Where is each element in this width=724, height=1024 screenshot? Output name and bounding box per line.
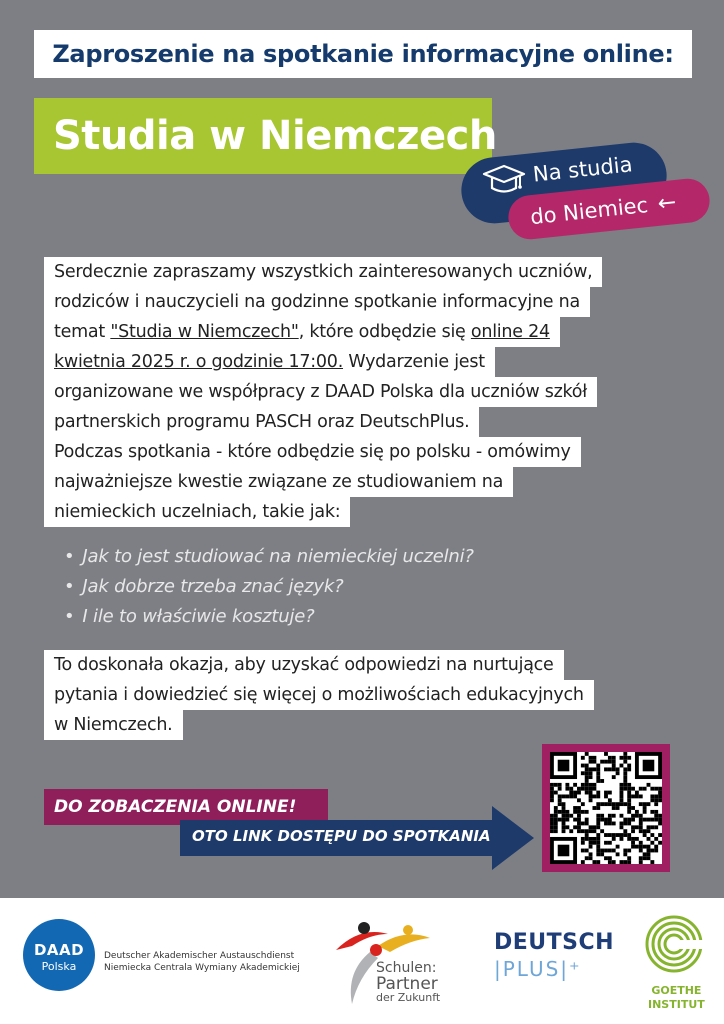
event-date-part2: kwietnia 2025 r. o godzinie 17:00.	[54, 352, 344, 372]
body-text: Wydarzenie jest	[343, 352, 485, 372]
tagline-line1: Na studia	[531, 152, 634, 187]
daad-full-name: Deutscher Akademischer Austauschdienst Niemiecka Centrala Wymiany Akademickiej	[104, 951, 300, 973]
event-topic-link: "Studia w Niemczech"	[110, 322, 299, 342]
body-text: , które odbędzie się	[298, 322, 471, 342]
header-banner	[34, 30, 692, 78]
hero-title: Studia w Niemczech	[53, 113, 497, 159]
hero-banner	[34, 98, 497, 174]
pasch-logo-text: Schulen: Partner der Zukunft	[376, 960, 441, 1004]
list-item: • Jak to jest studiować na niemieckiej uczelni?	[64, 546, 474, 567]
deutschplus-logo: DEUTSCH |PLUS|⁺	[494, 930, 615, 981]
goethe-institut-text: GOETHE INSTITUT	[648, 984, 705, 1011]
closing-line: w Niemczech.	[44, 710, 183, 740]
arrow-left-icon: ←	[656, 189, 678, 217]
body-line: organizowane we współpracy z DAAD Polska dla uczniów szkół	[44, 377, 597, 407]
body-line: rodziców i nauczycieli na godzinne spotkanie informacyjne na	[44, 287, 590, 317]
closing-line: To doskonała okazja, aby uzyskać odpowiedzi na nurtujące	[44, 650, 564, 680]
body-line: niemieckich uczelniach, takie jak:	[44, 497, 350, 527]
qr-pattern	[550, 752, 662, 864]
body-line	[44, 317, 560, 347]
meeting-link-text[interactable]: OTO LINK DOSTĘPU DO SPOTKANIA	[192, 827, 491, 845]
qr-code-image[interactable]	[550, 752, 662, 864]
graduation-cap-icon	[482, 160, 526, 200]
body-text: temat	[54, 322, 111, 342]
closing-line: pytania i dowiedzieć się więcej o możliwościach edukacyjnych	[44, 680, 594, 710]
header-title: Zaproszenie na spotkanie informacyjne online:	[52, 40, 674, 68]
body-line: najważniejsze kwestie związane ze studiowaniem na	[44, 467, 513, 497]
list-item: • Jak dobrze trzeba znać język?	[64, 576, 344, 597]
list-item: • I ile to właściwie kosztuje?	[64, 606, 315, 627]
body-line: Serdecznie zapraszamy wszystkich zainteresowanych uczniów,	[44, 257, 602, 287]
daad-logo: DAAD Polska	[23, 919, 95, 991]
invitation-text	[44, 257, 704, 527]
body-line: Podczas spotkania - które odbędzie się po polsku - omówimy	[44, 437, 581, 467]
body-line: partnerskich programu PASCH oraz DeutschPlus.	[44, 407, 479, 437]
tagline-line2: do Niemiec	[529, 192, 650, 230]
questions-list	[64, 542, 474, 632]
body-line	[44, 347, 495, 377]
closing-text	[44, 650, 594, 740]
cta-primary-text: DO ZOBACZENIA ONLINE!	[54, 797, 297, 817]
event-date-part1: online 24	[470, 322, 550, 342]
qr-code[interactable]	[542, 744, 670, 872]
